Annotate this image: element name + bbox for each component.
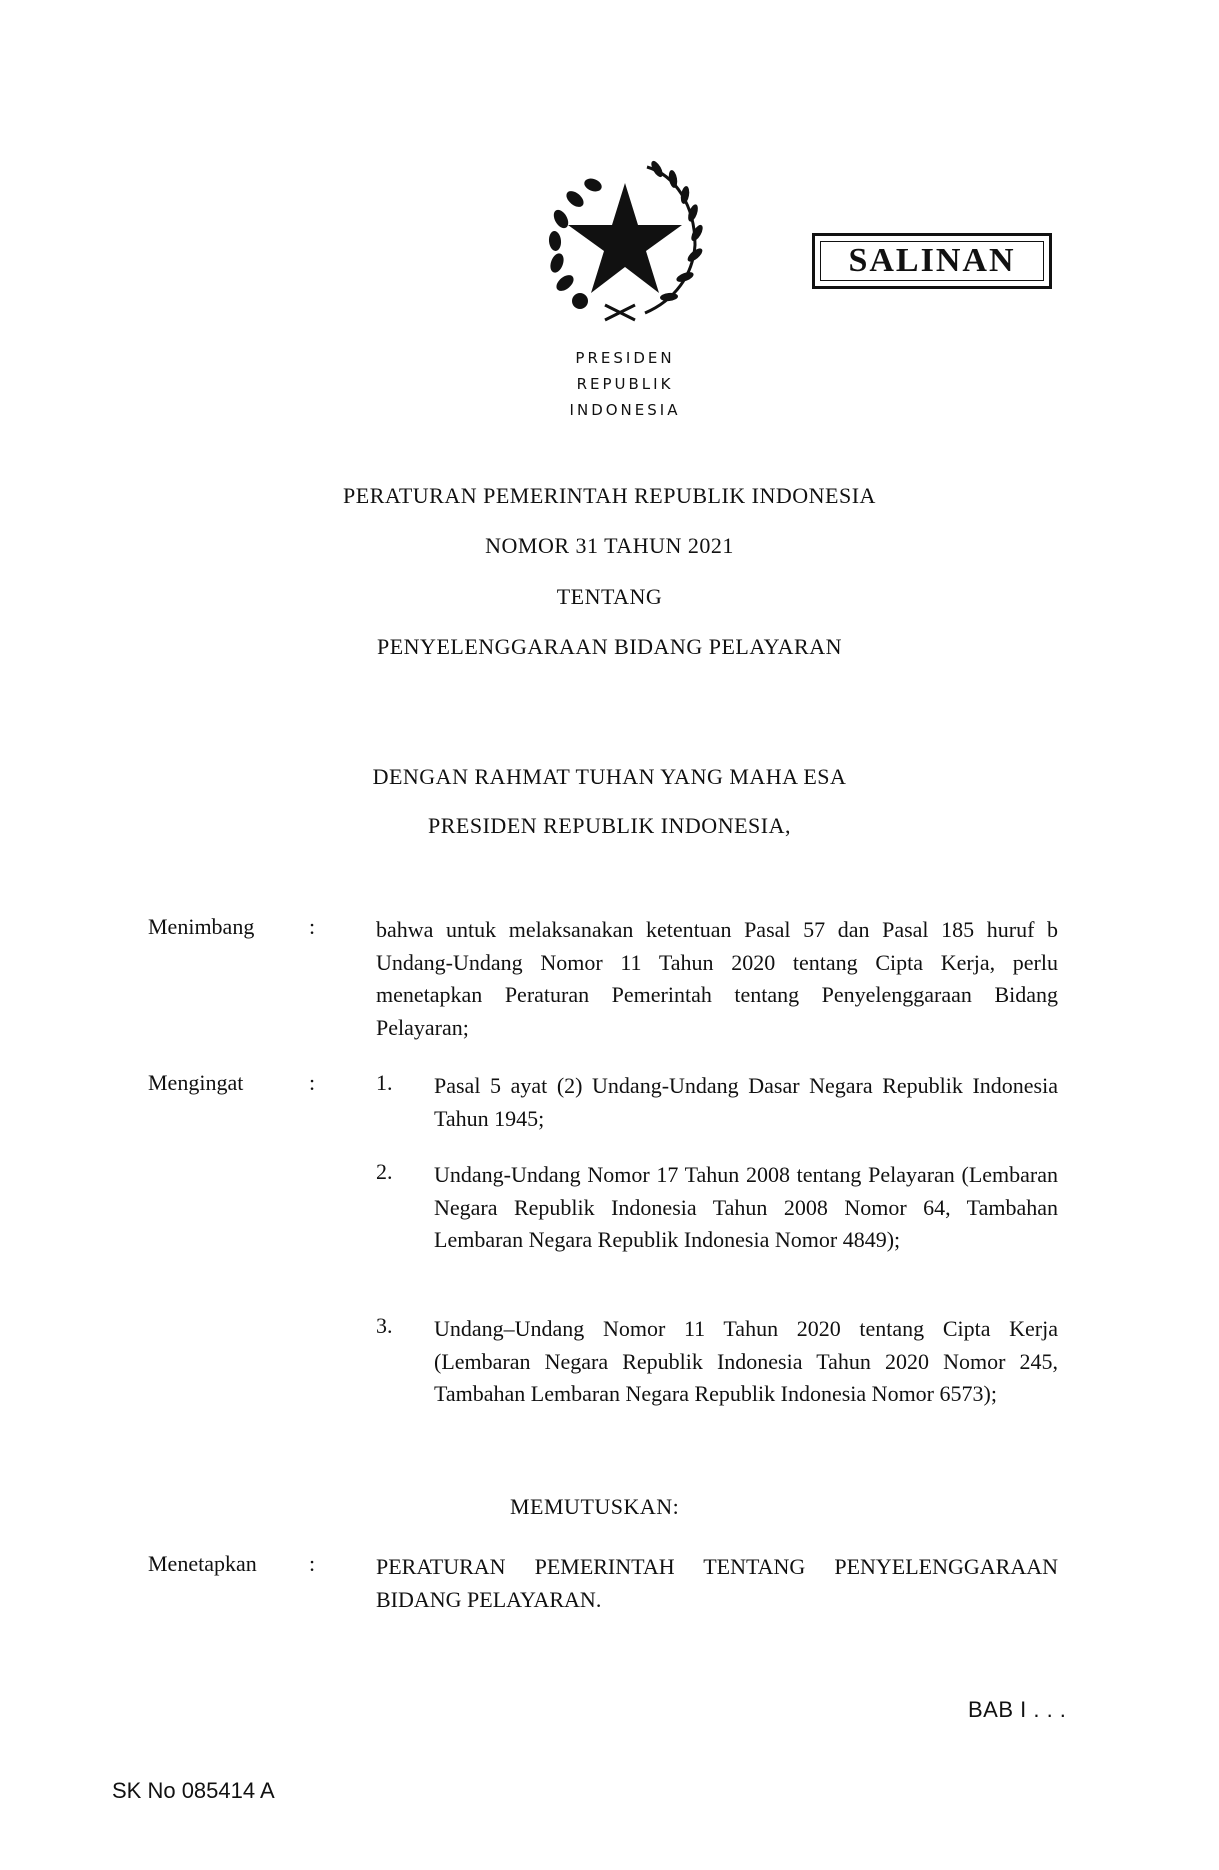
seal-caption-line-1: PRESIDEN [575,349,675,367]
menetapkan-label: Menetapkan [148,1551,257,1576]
mengingat-item-text: Pasal 5 ayat (2) Undang-Undang Dasar Negara Republik Indonesia Tahun 1945; [434,1073,1058,1131]
title-line-1: PERATURAN PEMERINTAH REPUBLIK INDONESIA [343,483,876,508]
mengingat-colon: : [309,1070,316,1095]
mengingat-item-number: 2. [376,1159,393,1184]
title-line-3: TENTANG [556,584,663,609]
menimbang-colon: : [309,914,316,939]
garuda-star-emblem-icon [535,155,715,330]
stamp-label: SALINAN [848,242,1016,279]
salinan-stamp [812,233,1052,289]
menimbang-text: bahwa untuk melaksanakan ketentuan Pasal 57 dan Pasal 185 huruf b Undang-Undang Nomor 11 Tahun 2020 tentang Cipta Kerja, perlu menetapkan Peraturan Pemerintah tentang Penyelenggaraan Bidang Pelayaran; [376,917,1058,1040]
seal-caption-line-2: REPUBLIK INDONESIA [569,375,681,419]
memutuskan-heading: MEMUTUSKAN: [510,1494,680,1519]
title-line-4: PENYELENGGARAAN BIDANG PELAYARAN [377,634,842,659]
mengingat-item-text: Undang-Undang Nomor 17 Tahun 2008 tentang Pelayaran (Lembaran Negara Republik Indonesia Tahun 2008 Nomor 64, Tambahan Lembaran Negara Republik Indonesia Nomor 4849); [434,1162,1058,1252]
preamble-line-2: PRESIDEN REPUBLIK INDONESIA, [428,813,791,838]
document-code: SK No 085414 A [112,1778,275,1803]
menimbang-label: Menimbang [148,914,255,939]
mengingat-item-number: 1. [376,1070,393,1095]
menetapkan-text: PERATURAN PEMERINTAH TENTANG PENYELENGGARAAN BIDANG PELAYARAN. [376,1554,1058,1612]
next-page-indicator: BAB I . . . [968,1697,1067,1722]
seal-caption [530,345,720,423]
menetapkan-colon: : [309,1551,316,1576]
mengingat-item-number: 3. [376,1313,393,1338]
mengingat-item-text: Undang–Undang Nomor 11 Tahun 2020 tentang Cipta Kerja (Lembaran Negara Republik Indonesia Tahun 2020 Nomor 245, Tambahan Lembaran Negara Republik Indonesia Nomor 6573); [434,1316,1058,1406]
preamble-line-1: DENGAN RAHMAT TUHAN YANG MAHA ESA [372,764,847,789]
mengingat-label: Mengingat [148,1070,244,1095]
title-line-2: NOMOR 31 TAHUN 2021 [485,533,734,558]
